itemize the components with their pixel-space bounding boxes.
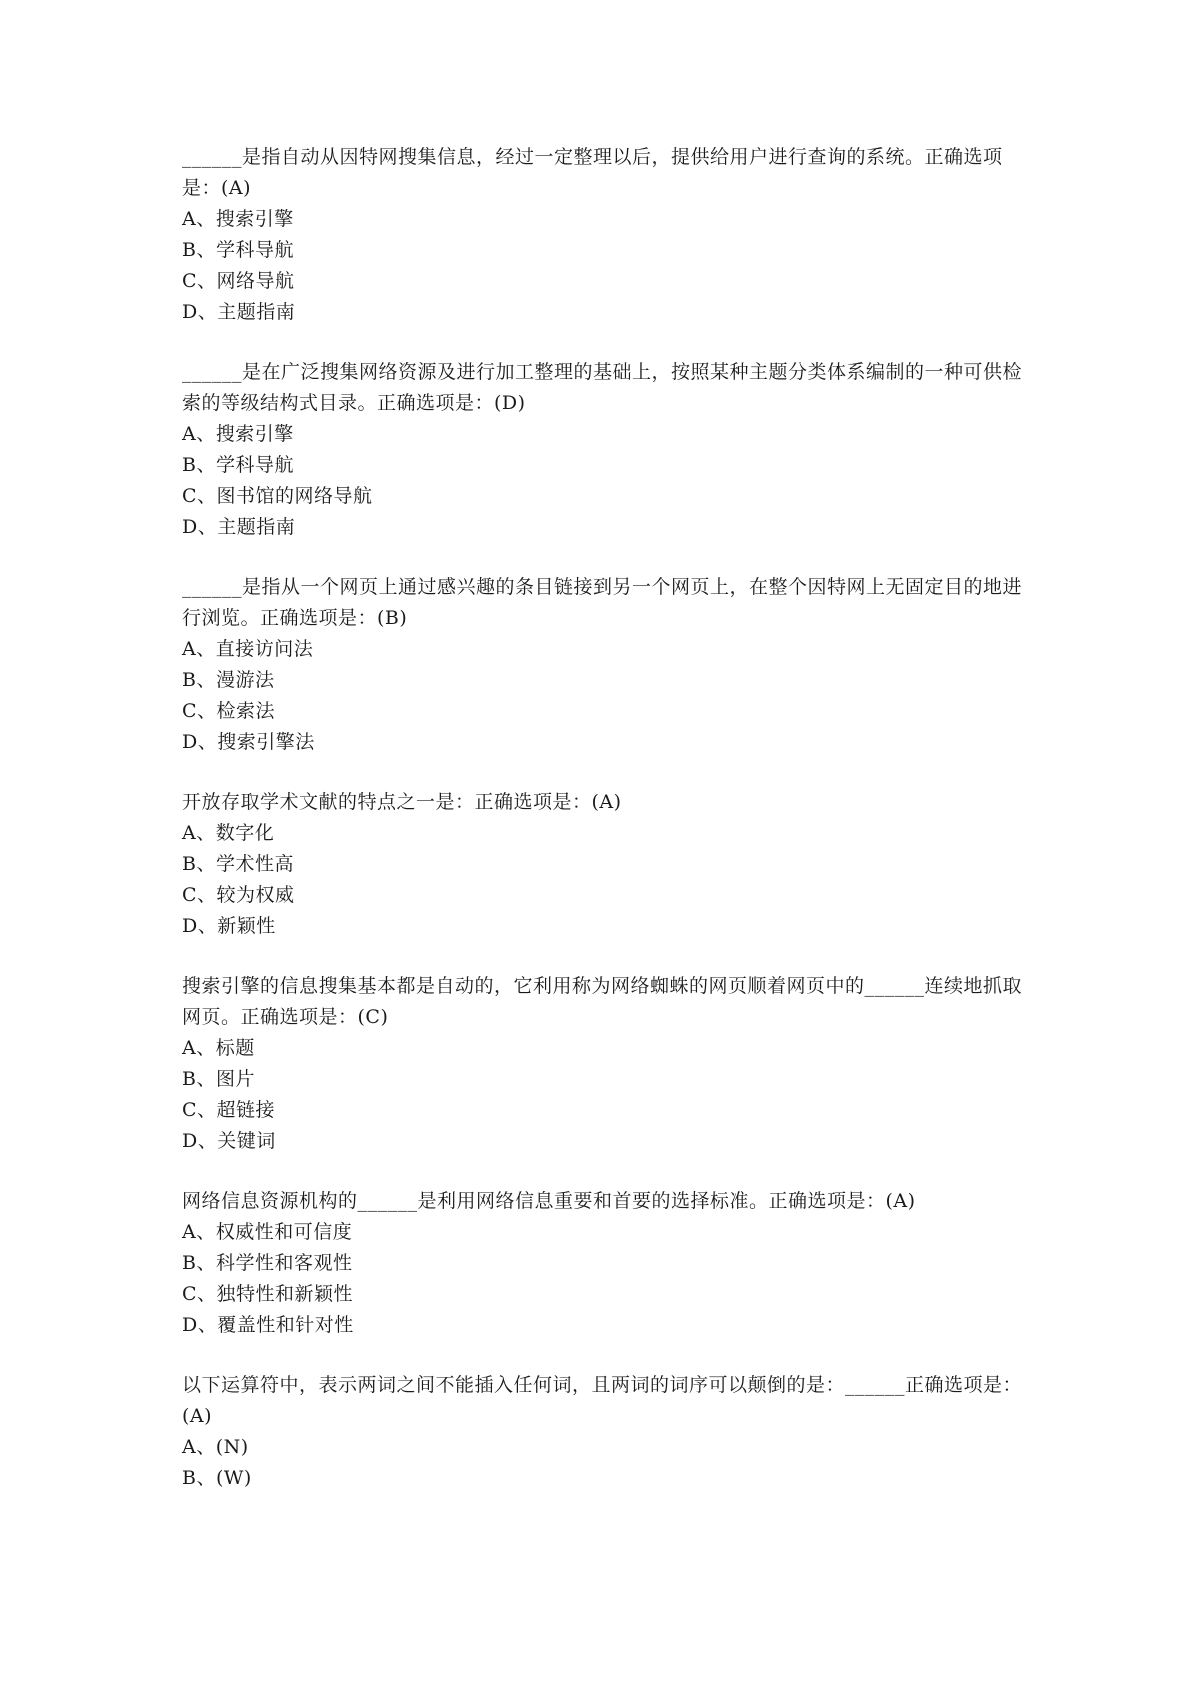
question-stem: 搜索引擎的信息搜集基本都是自动的，它利用称为网络蜘蛛的网页顺着网页中的______连续地抓取网页。正确选项是：(C)	[182, 975, 1023, 1028]
option-c: C、较为权威	[182, 884, 295, 906]
option-b: B、学科导航	[182, 454, 294, 476]
document-page	[182, 142, 1022, 1523]
option-b: B、图片	[182, 1068, 255, 1090]
question-stem: 开放存取学术文献的特点之一是：正确选项是：(A)	[182, 791, 622, 813]
question-6	[182, 1186, 1022, 1341]
question-5	[182, 971, 1022, 1157]
option-b: B、学科导航	[182, 239, 294, 261]
question-4	[182, 787, 1022, 942]
option-a: A、标题	[182, 1037, 255, 1059]
option-a: A、权威性和可信度	[182, 1221, 353, 1243]
option-a: A、搜索引擎	[182, 208, 294, 230]
option-a: A、搜索引擎	[182, 423, 294, 445]
option-c: C、图书馆的网络导航	[182, 485, 373, 507]
option-d: D、覆盖性和针对性	[182, 1314, 354, 1336]
question-2	[182, 357, 1022, 543]
option-d: D、新颖性	[182, 915, 276, 937]
question-stem: 网络信息资源机构的______是利用网络信息重要和首要的选择标准。正确选项是：(A)	[182, 1190, 916, 1212]
option-c: C、独特性和新颖性	[182, 1283, 354, 1305]
question-stem: 以下运算符中，表示两词之间不能插入任何词，且两词的词序可以颠倒的是：______正确选项是：(A)	[182, 1374, 1023, 1427]
option-d: D、主题指南	[182, 301, 296, 323]
option-c: C、网络导航	[182, 270, 295, 292]
option-a: A、(N)	[182, 1436, 249, 1458]
option-a: A、直接访问法	[182, 638, 314, 660]
option-b: B、(W)	[182, 1467, 252, 1489]
option-d: D、主题指南	[182, 516, 296, 538]
question-7	[182, 1370, 1022, 1494]
question-stem: ______是在广泛搜集网络资源及进行加工整理的基础上，按照某种主题分类体系编制的一种可供检索的等级结构式目录。正确选项是：(D)	[182, 361, 1023, 414]
option-c: C、超链接	[182, 1099, 276, 1121]
option-d: D、搜索引擎法	[182, 731, 315, 753]
question-stem: ______是指从一个网页上通过感兴趣的条目链接到另一个网页上，在整个因特网上无固定目的地进行浏览。正确选项是：(B)	[182, 576, 1023, 629]
option-b: B、漫游法	[182, 669, 275, 691]
option-b: B、学术性高	[182, 853, 294, 875]
question-1	[182, 142, 1022, 328]
option-d: D、关键词	[182, 1130, 276, 1152]
option-a: A、数字化	[182, 822, 275, 844]
option-b: B、科学性和客观性	[182, 1252, 353, 1274]
question-stem: ______是指自动从因特网搜集信息，经过一定整理以后，提供给用户进行查询的系统。正确选项是：(A)	[182, 146, 1003, 199]
option-c: C、检索法	[182, 700, 276, 722]
question-3	[182, 572, 1022, 758]
